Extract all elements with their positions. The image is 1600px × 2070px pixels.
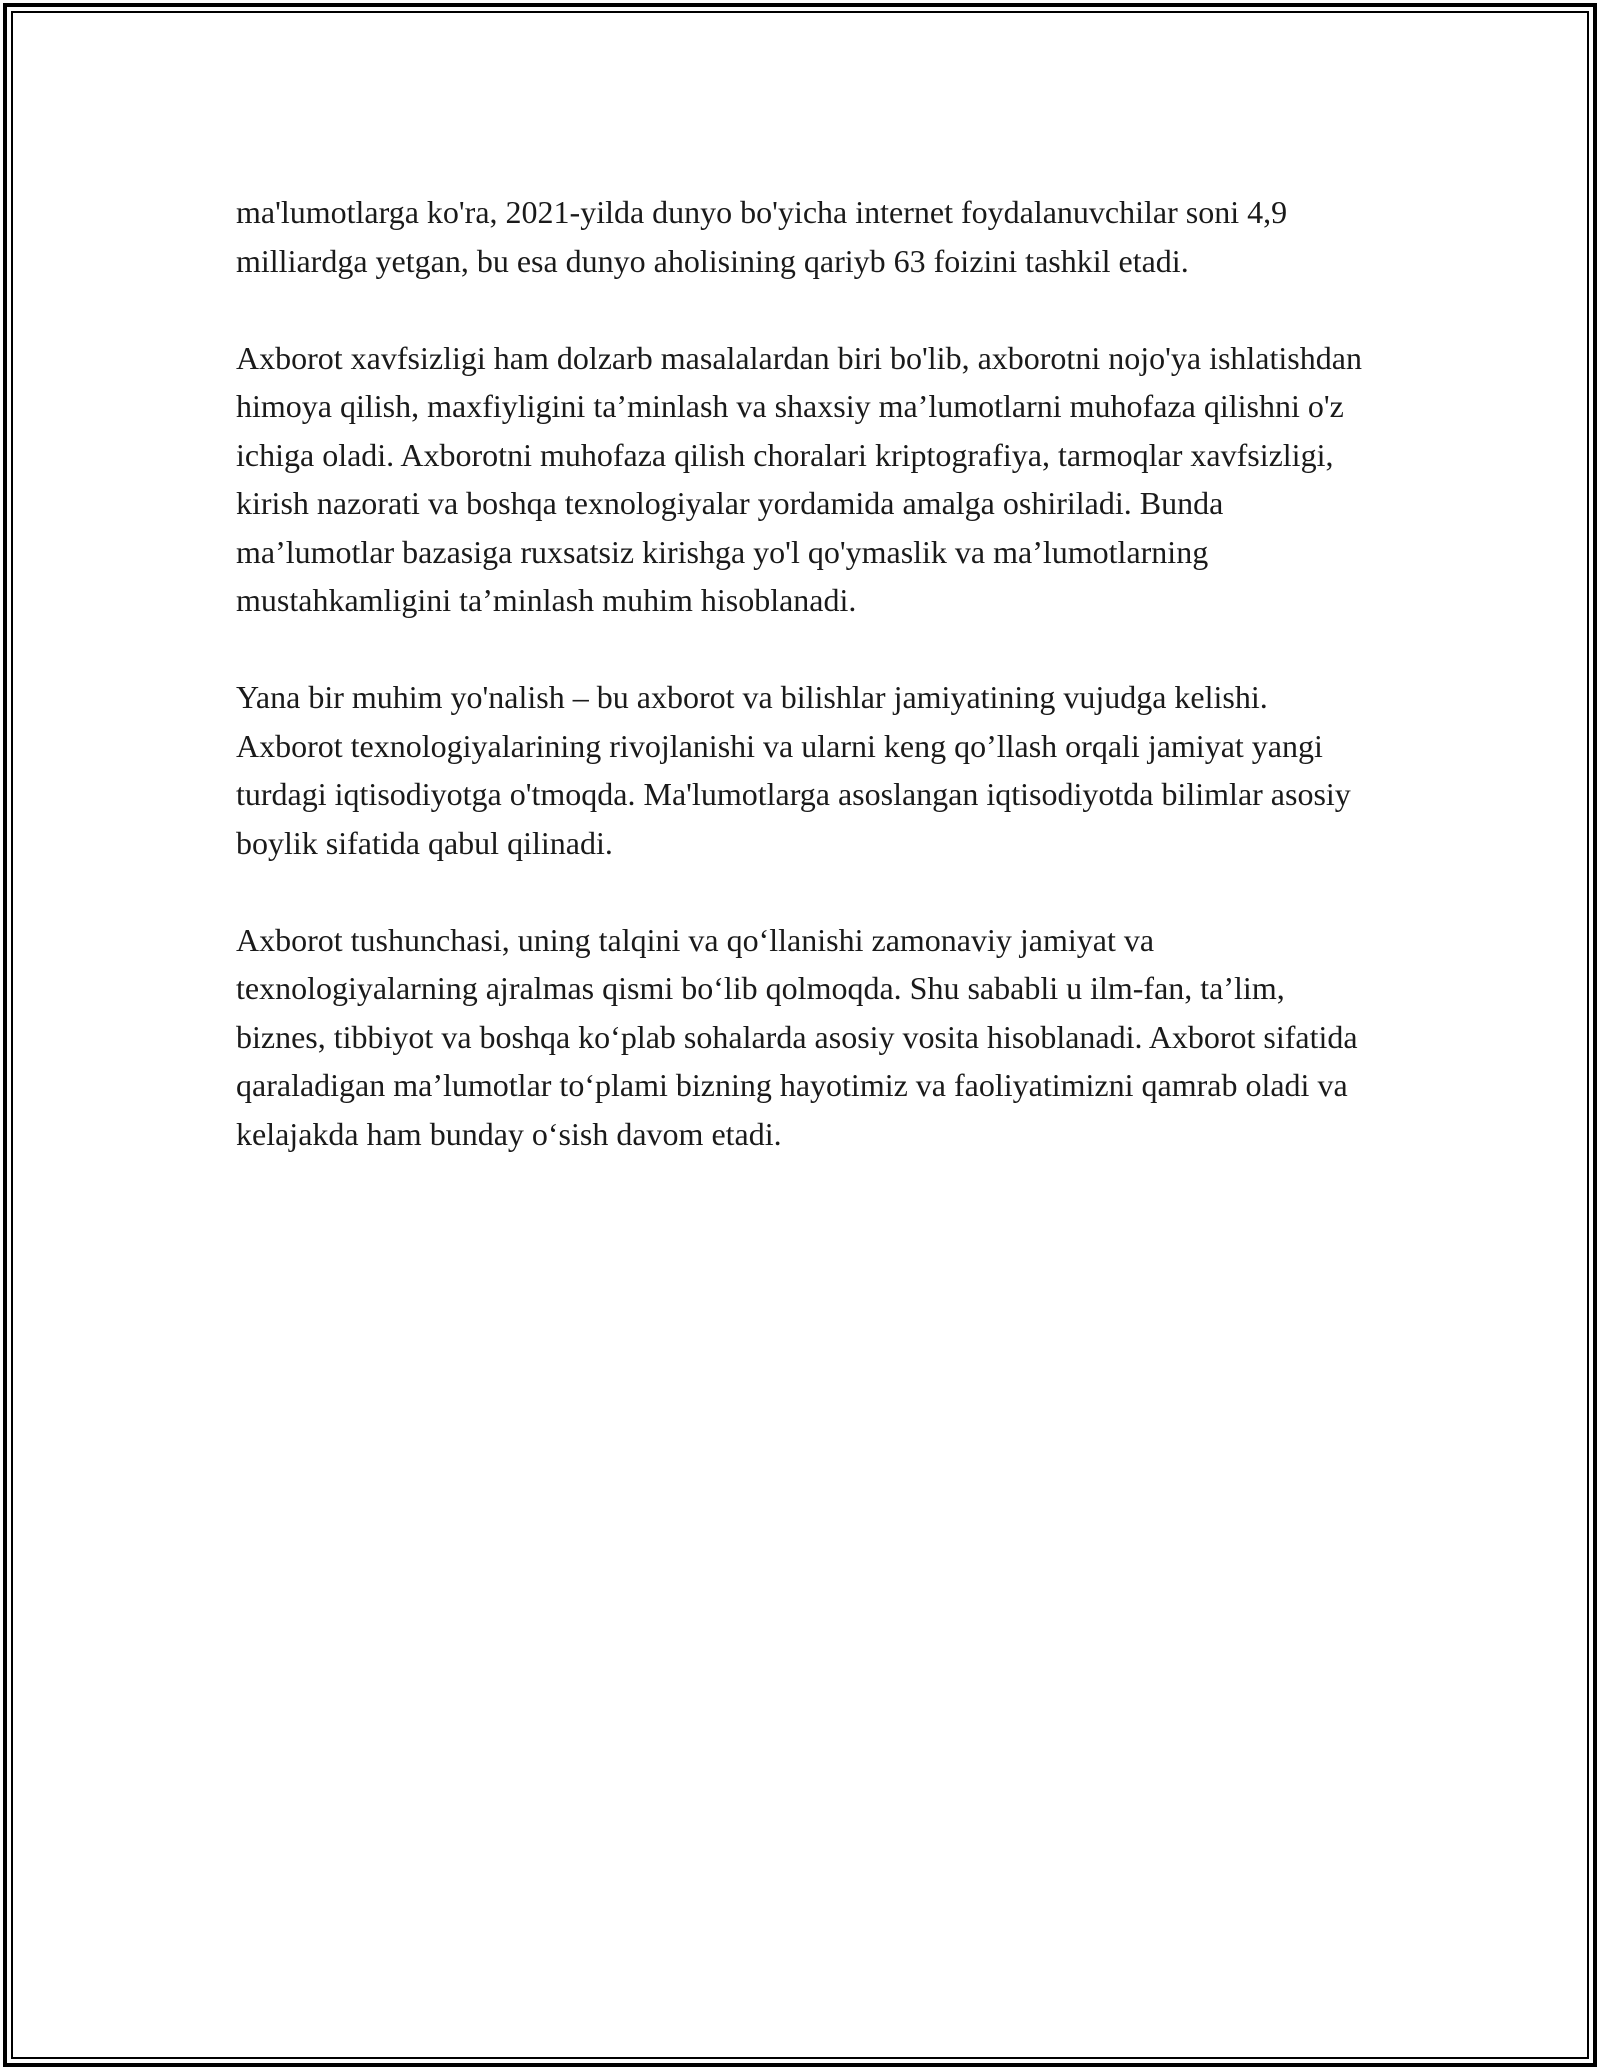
document-body	[236, 188, 1376, 1207]
paragraph-internet-users: ma'lumotlarga ko'ra, 2021-yilda dunyo bo'yicha internet foydalanuvchilar soni 4,9 milliardga yetgan, bu esa dunyo aholisining qariyb 63 foizini tashkil etadi.	[236, 194, 1288, 279]
paragraph-information-security: Axborot xavfsizligi ham dolzarb masalalardan biri bo'lib, axborotni nojo'ya ishlatishdan himoya qilish, maxfiyligini ta’minlash va shaxsiy ma’lumotlarni muhofaza qilishni o'z ichiga oladi. Axborotni muhofaza qilish choralari kriptografiya, tarmoqlar xavfsizligi, kirish nazorati va boshqa texnologiyalar yordamida amalga oshiriladi. Bunda ma’lumotlar bazasiga ruxsatsiz kirishga yo'l qo'ymaslik va ma’lumotlarning mustahkamligini ta’minlash muhim hisoblanadi.	[236, 339, 1362, 618]
paragraph-information-concept: Axborot tushunchasi, uning talqini va qo‘llanishi zamonaviy jamiyat va texnologiyalarning ajralmas qismi bo‘lib qolmoqda. Shu sababli u ilm-fan, ta’lim, biznes, tibbiyot va boshqa ko‘plab sohalarda asosiy vosita hisoblanadi. Axborot sifatida qaraladigan ma’lumotlar to‘plami bizning hayotimiz va faoliyatimizni qamrab oladi va kelajakda ham bunday o‘sish davom etadi.	[236, 921, 1358, 1152]
paragraph-knowledge-society: Yana bir muhim yo'nalish – bu axborot va bilishlar jamiyatining vujudga kelishi. Axborot texnologiyalarining rivojlanishi va ularni keng qo’llash orqali jamiyat yangi turdagi iqtisodiyotga o'tmoqda. Ma'lumotlarga asoslangan iqtisodiyotda bilimlar asosiy boylik sifatida qabul qilinadi.	[236, 679, 1351, 861]
